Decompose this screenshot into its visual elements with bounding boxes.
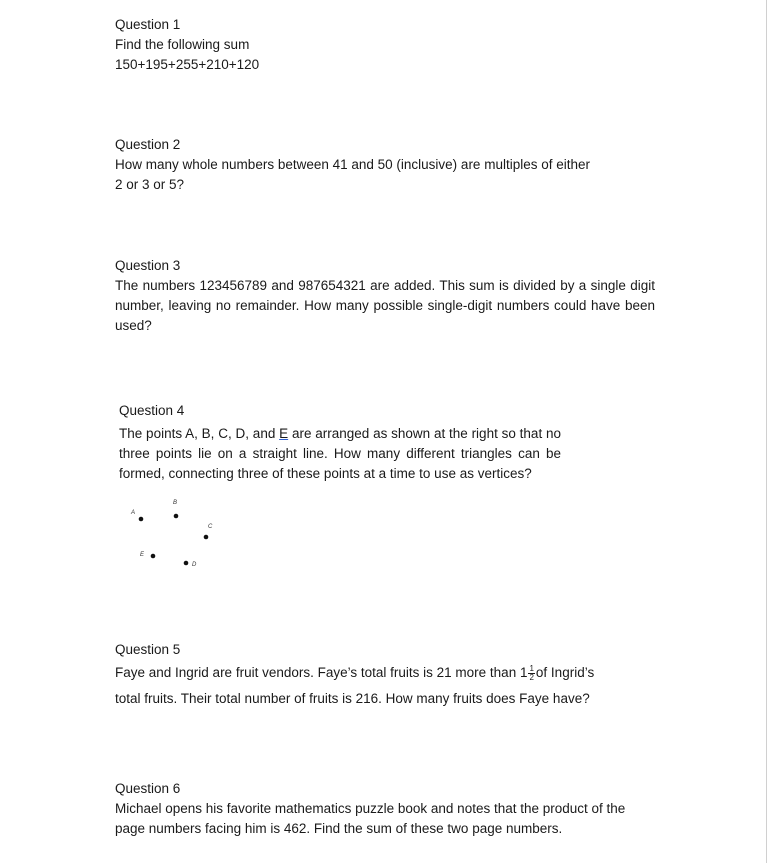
fraction [528, 665, 534, 682]
question-text [119, 424, 561, 484]
question-body [115, 660, 655, 712]
question-text-line-2: total fruits. Their total number of fruits is 216. How many fruits does Faye have? [115, 691, 590, 706]
question-text-end: of Ingrid’s [535, 665, 595, 680]
question-title: Question 1 [115, 17, 181, 32]
question-text: Find the following sum [115, 37, 250, 52]
question-5 [115, 640, 655, 712]
point-d-label: D [192, 562, 197, 568]
point-e-reference: E [279, 426, 289, 441]
points-diagram [120, 495, 230, 575]
question-text: How many whole numbers between 41 and 50 (inclusive) are multiples of either [115, 157, 590, 172]
question-text-start: Faye and Ingrid are fruit vendors. Faye’s total fruits is 21 more than 1 [115, 665, 528, 680]
point-c-label: C [208, 524, 213, 530]
point-b-label: B [173, 500, 178, 506]
question-4 [119, 401, 561, 484]
point-b-dot [174, 514, 179, 519]
page-edge [766, 0, 767, 863]
point-e-dot [151, 554, 156, 559]
question-text-line-1 [115, 660, 655, 686]
question-2 [115, 135, 655, 195]
question-text: The numbers 123456789 and 987654321 are added. This sum is divided by a single digit number, leaving no remainder. How many possible single-digit numbers could have been used? [115, 278, 655, 333]
point-a-dot [139, 517, 144, 522]
fraction-numerator: 1 [529, 663, 534, 673]
question-expression: 150+195+255+210+120 [115, 57, 260, 72]
question-title: Question 3 [115, 258, 181, 273]
point-e-label: E [140, 552, 145, 558]
question-title: Question 5 [115, 642, 181, 657]
question-text-continued: 2 or 3 or 5? [115, 177, 185, 192]
fraction-denominator: 2 [529, 672, 534, 682]
question-text: Michael opens his favorite mathematics puzzle book and notes that the product of the page numbers facing him is 462. Find the sum of these two page numbers. [115, 801, 626, 836]
point-d-dot [184, 561, 189, 566]
question-title: Question 6 [115, 781, 181, 796]
question-title: Question 2 [115, 137, 181, 152]
question-title: Question 4 [119, 403, 185, 418]
question-1 [115, 15, 655, 75]
point-a-label: A [131, 510, 136, 516]
question-text-end: are arranged as shown at the right so that no three points lie on a straight line. How many different triangles can be formed, connecting three of these points at a time to use as vertices? [119, 426, 561, 481]
question-text-start: The points A, B, C, D, and [119, 426, 280, 441]
question-3 [115, 256, 655, 336]
question-6 [115, 779, 655, 839]
point-c-dot [204, 535, 209, 540]
